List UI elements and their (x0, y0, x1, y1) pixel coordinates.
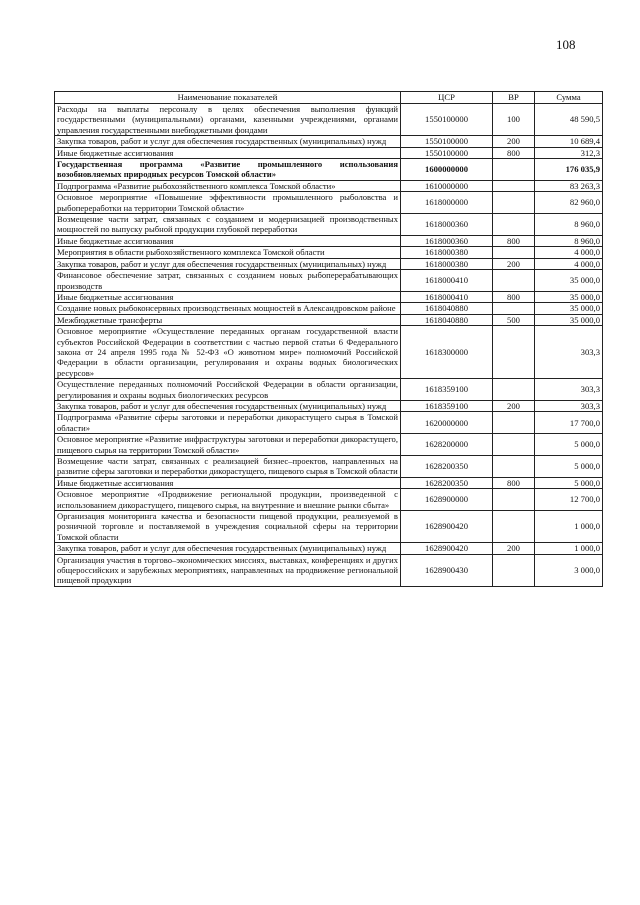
row-name: Закупка товаров, работ и услуг для обеспечения государственных (муниципальных) нужд (55, 543, 401, 554)
row-name: Возмещение части затрат, связанных с созданием и модернизацией производственных мощностей по выпуску рыбной продукции глубокой переработки (55, 214, 401, 236)
table-row (55, 489, 603, 511)
row-sum: 48 590,5 (535, 104, 603, 136)
table-row (55, 326, 603, 379)
row-sum: 17 700,0 (535, 412, 603, 434)
table-row (55, 235, 603, 246)
table-row (55, 270, 603, 292)
row-csr: 1628200350 (401, 456, 493, 478)
table-row (55, 511, 603, 543)
table-header-row (55, 92, 603, 104)
row-vr (493, 412, 535, 434)
row-name: Государственная программа «Развитие промышленного использования возобновляемых природных ресурсов Томской области» (55, 159, 401, 181)
row-vr (493, 489, 535, 511)
table-row (55, 192, 603, 214)
row-csr: 1618000360 (401, 235, 493, 246)
row-sum: 303,3 (535, 326, 603, 379)
row-sum: 8 960,0 (535, 214, 603, 236)
table-row (55, 314, 603, 325)
header-name: Наименование показателей (55, 92, 401, 104)
row-csr: 1618000380 (401, 258, 493, 269)
row-csr: 1628200000 (401, 434, 493, 456)
row-sum: 4 000,0 (535, 258, 603, 269)
row-name: Осуществление переданных полномочий Российской Федерации в области организации, регулирования и охраны водных биологических ресурсов (55, 379, 401, 401)
row-name: Создание новых рыбоконсервных производственных мощностей в Александровском районе (55, 303, 401, 314)
row-csr: 1600000000 (401, 159, 493, 181)
row-csr: 1618300000 (401, 326, 493, 379)
table-row (55, 104, 603, 136)
row-csr: 1618000380 (401, 247, 493, 258)
row-vr (493, 456, 535, 478)
row-csr: 1550100000 (401, 104, 493, 136)
row-name: Возмещение части затрат, связанных с реализацией бизнес–проектов, направленных на развитие сферы заготовки и переработки дикорастущего, пищевого сырья в Томской области (55, 456, 401, 478)
row-vr: 200 (493, 258, 535, 269)
row-sum: 8 960,0 (535, 235, 603, 246)
row-vr (493, 326, 535, 379)
row-csr: 1618359100 (401, 379, 493, 401)
row-name: Расходы на выплаты персоналу в целях обеспечения выполнения функций государственными (муниципальными) органами, казенными учреждениями, органами управления государственными внебюджетными фондами (55, 104, 401, 136)
table-row (55, 214, 603, 236)
row-sum: 12 700,0 (535, 489, 603, 511)
row-vr: 800 (493, 235, 535, 246)
row-vr (493, 192, 535, 214)
row-csr: 1620000000 (401, 412, 493, 434)
table-row (55, 400, 603, 411)
row-sum: 5 000,0 (535, 477, 603, 488)
row-sum: 83 263,3 (535, 180, 603, 191)
row-sum: 35 000,0 (535, 291, 603, 302)
row-vr (493, 511, 535, 543)
table-row (55, 434, 603, 456)
row-csr: 1628900420 (401, 511, 493, 543)
table-row (55, 554, 603, 586)
row-name: Организация мониторинга качества и безопасности пищевой продукции, реализуемой в розничной торговле и поставляемой в учреждения социальной сферы на территории Томской области (55, 511, 401, 543)
row-vr (493, 247, 535, 258)
row-sum: 10 689,4 (535, 136, 603, 147)
row-csr: 1618359100 (401, 400, 493, 411)
row-csr: 1628900430 (401, 554, 493, 586)
row-vr (493, 434, 535, 456)
row-name: Основное мероприятие «Осуществление переданных органам государственной власти субъектов Российской Федерации в соответствии с частью первой статьи 6 Федерального закона от 24 апреля 1995 года № 52-ФЗ «О животном мире» полномочий Российской Федерации в области организации, регулирования и охраны водных биологических ресурсов» (55, 326, 401, 379)
row-vr: 200 (493, 543, 535, 554)
row-csr: 1550100000 (401, 136, 493, 147)
row-csr: 1618000000 (401, 192, 493, 214)
row-name: Организация участия в торгово–экономических миссиях, выставках, конференциях и других общероссийских и зарубежных мероприятиях, направленных на продвижение региональной пищевой продукции (55, 554, 401, 586)
row-vr: 200 (493, 136, 535, 147)
row-name: Подпрограмма «Развитие сферы заготовки и переработки дикорастущего сырья в Томской области» (55, 412, 401, 434)
row-csr: 1628900420 (401, 543, 493, 554)
table-row (55, 136, 603, 147)
row-name: Основное мероприятие «Повышение эффективности промышленного рыболовства и рыбопереработки на территории Томской области» (55, 192, 401, 214)
row-name: Межбюджетные трансферты (55, 314, 401, 325)
page-number: 108 (556, 37, 576, 52)
table-row (55, 303, 603, 314)
table-row (55, 477, 603, 488)
row-sum: 5 000,0 (535, 434, 603, 456)
row-sum: 312,3 (535, 147, 603, 158)
row-name: Закупка товаров, работ и услуг для обеспечения государственных (муниципальных) нужд (55, 258, 401, 269)
table-row (55, 159, 603, 181)
table-row (55, 379, 603, 401)
row-name: Основное мероприятие «Развитие инфраструктуры заготовки и переработки дикорастущего, пищевого сырья на территории Томской области» (55, 434, 401, 456)
row-csr: 1610000000 (401, 180, 493, 191)
row-name: Иные бюджетные ассигнования (55, 291, 401, 302)
row-vr (493, 379, 535, 401)
row-csr: 1628200350 (401, 477, 493, 488)
row-csr: 1618040880 (401, 303, 493, 314)
row-sum: 4 000,0 (535, 247, 603, 258)
row-name: Иные бюджетные ассигнования (55, 147, 401, 158)
row-sum: 303,3 (535, 379, 603, 401)
row-vr (493, 214, 535, 236)
row-sum: 3 000,0 (535, 554, 603, 586)
row-sum: 176 035,9 (535, 159, 603, 181)
row-name: Иные бюджетные ассигнования (55, 235, 401, 246)
row-vr: 800 (493, 477, 535, 488)
table-row (55, 456, 603, 478)
row-sum: 35 000,0 (535, 314, 603, 325)
row-sum: 82 960,0 (535, 192, 603, 214)
row-name: Закупка товаров, работ и услуг для обеспечения государственных (муниципальных) нужд (55, 136, 401, 147)
row-csr: 1618000410 (401, 291, 493, 302)
header-vr: ВР (493, 92, 535, 104)
row-vr (493, 554, 535, 586)
row-sum: 1 000,0 (535, 543, 603, 554)
row-vr: 200 (493, 400, 535, 411)
row-name: Мероприятия в области рыбохозяйственного комплекса Томской области (55, 247, 401, 258)
header-csr: ЦСР (401, 92, 493, 104)
row-sum: 303,3 (535, 400, 603, 411)
row-vr (493, 270, 535, 292)
row-vr: 800 (493, 147, 535, 158)
row-vr (493, 303, 535, 314)
row-vr: 500 (493, 314, 535, 325)
row-csr: 1618000360 (401, 214, 493, 236)
table-row (55, 291, 603, 302)
table-row (55, 543, 603, 554)
table-row (55, 180, 603, 191)
header-sum: Сумма (535, 92, 603, 104)
row-name: Подпрограмма «Развитие рыбохозяйственного комплекса Томской области» (55, 180, 401, 191)
row-sum: 5 000,0 (535, 456, 603, 478)
row-name: Иные бюджетные ассигнования (55, 477, 401, 488)
row-vr: 800 (493, 291, 535, 302)
row-vr (493, 159, 535, 181)
row-csr: 1618040880 (401, 314, 493, 325)
row-sum: 35 000,0 (535, 303, 603, 314)
row-sum: 1 000,0 (535, 511, 603, 543)
row-csr: 1628900000 (401, 489, 493, 511)
budget-table (54, 91, 603, 587)
table-row (55, 147, 603, 158)
row-name: Основное мероприятие «Продвижение региональной продукции, произведенной с использованием дикорастущего, пищевого сырья, на внутренние и внешние рынки сбыта» (55, 489, 401, 511)
row-name: Закупка товаров, работ и услуг для обеспечения государственных (муниципальных) нужд (55, 400, 401, 411)
table-row (55, 247, 603, 258)
row-vr: 100 (493, 104, 535, 136)
row-sum: 35 000,0 (535, 270, 603, 292)
row-vr (493, 180, 535, 191)
row-csr: 1550100000 (401, 147, 493, 158)
row-name: Финансовое обеспечение затрат, связанных с созданием новых рыбоперерабатывающих производств (55, 270, 401, 292)
table-row (55, 258, 603, 269)
row-csr: 1618000410 (401, 270, 493, 292)
table-row (55, 412, 603, 434)
